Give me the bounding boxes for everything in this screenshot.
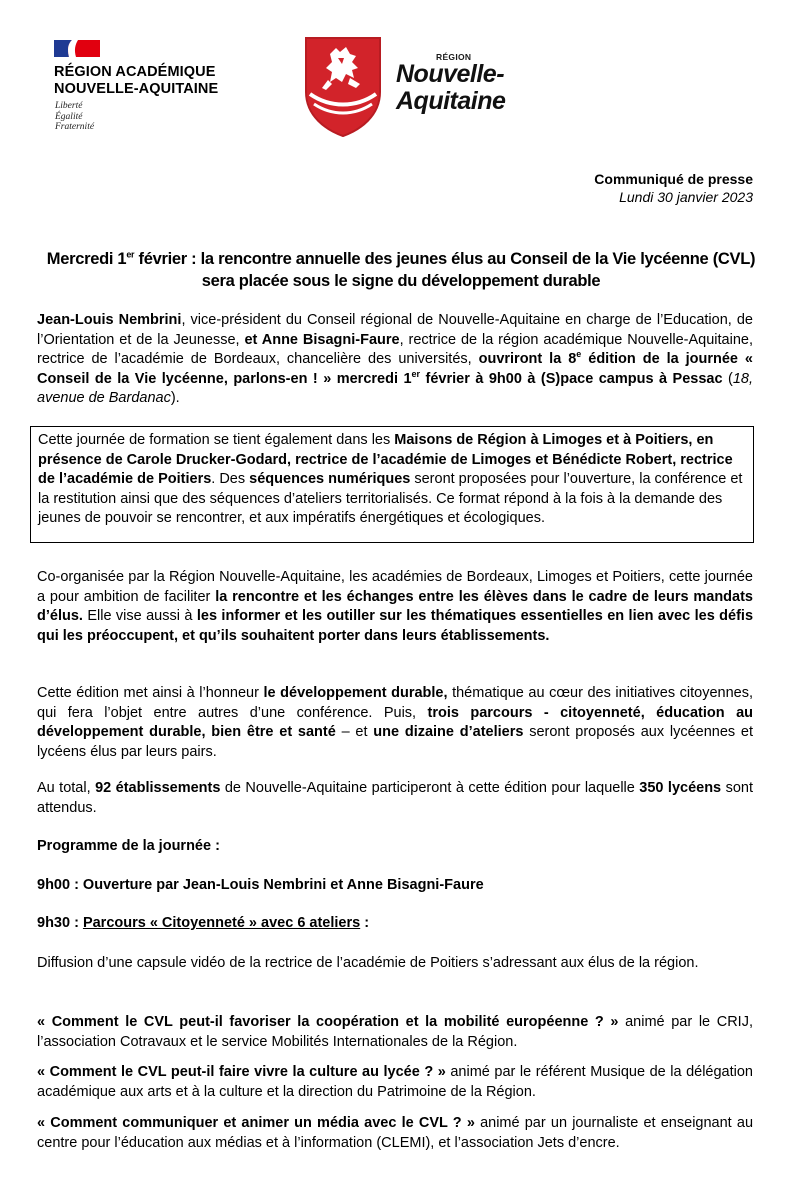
region-academique-line1: RÉGION ACADÉMIQUE bbox=[54, 64, 216, 80]
parcours-citoyennete-heading: Parcours « Citoyenneté » avec 6 ateliers bbox=[82, 915, 361, 931]
atelier-mobilite-desc: animé par le CRIJ, l’association Cotravaux et le service Mobilités Internationales de la Région. bbox=[37, 1014, 753, 1050]
atelier-media-title: « Comment communiquer et animer un média avec le CVL ? » bbox=[37, 1115, 475, 1131]
programme-item2-time: 9h30 : bbox=[37, 915, 83, 931]
region-na-line2: Aquitaine bbox=[396, 87, 506, 115]
republique-francaise-flag-icon bbox=[54, 40, 100, 57]
p1-g: 18, avenue de Bardanac bbox=[37, 370, 753, 406]
diffusion-paragraph: Diffusion d’une capsule vidéo de la rectrice de l’académie de Poitiers s’adressant aux élus de la région. bbox=[37, 955, 699, 971]
box-e: seront proposées pour l’ouverture, la conférence et la restitution ainsi que des séquences d’ateliers territorialisés. Ce format répond à la fois à la demande des jeunes de pouvoir se rencontrer, et aux impératifs énergétiques et écologiques. bbox=[38, 471, 743, 526]
region-na-line1: Nouvelle- bbox=[396, 60, 505, 88]
totals-paragraph bbox=[37, 779, 753, 818]
motto-fraternite: Fraternité bbox=[55, 122, 95, 132]
p4-b: 92 établissements bbox=[95, 780, 221, 796]
p1-e-sup2: er bbox=[411, 368, 421, 379]
box-a: Cette journée de formation se tient également dans les bbox=[38, 432, 395, 448]
p4-e: sont attendus. bbox=[37, 780, 753, 816]
title-part1: Mercredi 1 bbox=[46, 250, 127, 268]
p1-d: , rectrice de la région académique Nouvelle-Aquitaine, rectrice de l’académie de Bordeaux, chancelière des universités, bbox=[37, 331, 753, 367]
p2-b: la rencontre et les échanges entre les élèves dans le cadre de leurs mandats d’élus. bbox=[37, 588, 754, 624]
atelier-media-desc: animé par un journaliste et enseignant au centre pour l’éducation aux médias et à l’information (CLEMI), et l’association Jets d’encre. bbox=[37, 1115, 754, 1151]
p2-d: les informer et les outiller sur les thématiques essentielles en lien avec les défis qui les préoccupent, et qu’ils souhaitent porter dans leurs établissements. bbox=[37, 608, 754, 644]
p1-h: ). bbox=[170, 390, 180, 406]
p3-f: une dizaine d’ateliers bbox=[373, 724, 524, 740]
atelier-media bbox=[37, 1114, 753, 1153]
p4-d: 350 lycéens bbox=[639, 780, 722, 796]
programme-item-0930 bbox=[37, 914, 753, 934]
programme-heading-text: Programme de la journée : bbox=[37, 838, 220, 854]
p1-f: ( bbox=[722, 370, 733, 387]
p3-a: Cette édition met ainsi à l’honneur bbox=[37, 685, 264, 701]
p1-a: Jean-Louis Nembrini bbox=[37, 312, 182, 328]
p3-g: seront proposés aux lycéennes et lycéens élus par leurs pairs. bbox=[37, 724, 754, 760]
atelier-mobilite bbox=[37, 1013, 753, 1052]
intro-paragraph bbox=[37, 311, 753, 409]
box-d: séquences numériques bbox=[249, 471, 411, 487]
motto-egalite: Égalité bbox=[55, 111, 83, 122]
p3-c: thématique au cœur des initiatives citoyennes, qui fera l’objet entre autres d’une conférence. Puis, bbox=[37, 685, 753, 721]
info-box bbox=[30, 426, 754, 543]
p1-e1: ouvriront la 8 bbox=[478, 351, 577, 367]
republic-motto bbox=[55, 101, 94, 133]
programme-heading bbox=[37, 837, 753, 857]
press-header bbox=[594, 170, 753, 206]
box-b: Maisons de Région à Limoges et à Poitiers, en présence de Carole Drucker-Godard, rectrice de l’académie de Limoges et Bénédicte Robert, rectrice de l’académie de Poitiers bbox=[38, 432, 733, 487]
atelier-mobilite-title: « Comment le CVL peut-il favoriser la coopération et la mobilité européenne ? » bbox=[37, 1014, 619, 1030]
p1-e2: édition de la journée « Conseil de la Vie lycéenne, parlons-en ! » mercredi 1 bbox=[37, 351, 753, 387]
region-na-name bbox=[396, 61, 505, 115]
p1-c: et Anne Bisagni-Faure bbox=[244, 331, 400, 348]
motto-liberte: Liberté bbox=[55, 101, 83, 111]
programme-item2-end: : bbox=[360, 915, 370, 931]
atelier-culture-title: « Comment le CVL peut-il faire vivre la culture au lycée ? » bbox=[37, 1064, 446, 1080]
region-lion-shield-icon bbox=[300, 34, 386, 138]
p2-a: Co-organisée par la Région Nouvelle-Aquitaine, les académies de Bordeaux, Limoges et Poitiers, cette journée a pour ambition de faciliter bbox=[37, 569, 753, 605]
p3-e: – et bbox=[335, 724, 374, 740]
p3-b: le développement durable, bbox=[263, 685, 448, 701]
page-title bbox=[40, 248, 762, 292]
p1-b: , vice-président du Conseil régional de Nouvelle-Aquitaine en charge de l’Education, de l’Orientation et de la Jeunesse, bbox=[37, 312, 753, 348]
doc-date: Lundi 30 janvier 2023 bbox=[619, 189, 753, 205]
programme-item1-text: 9h00 : Ouverture par Jean-Louis Nembrini et Anne Bisagni-Faure bbox=[37, 877, 484, 893]
p1-e-sup: e bbox=[576, 349, 582, 360]
p2-c: Elle vise aussi à bbox=[82, 608, 197, 624]
atelier-culture bbox=[37, 1063, 753, 1102]
p1-e3: février à 9h00 à (S)pace campus à Pessac bbox=[420, 370, 723, 387]
region-academique-logo-text bbox=[54, 64, 218, 98]
p3-d: trois parcours - citoyenneté, éducation au développement durable, bien être et santé bbox=[37, 704, 753, 740]
p4-c: de Nouvelle-Aquitaine participeront à cette édition pour laquelle bbox=[220, 780, 640, 796]
edition-paragraph bbox=[37, 684, 753, 762]
title-part2: février : la rencontre annuelle des jeunes élus au Conseil de la Vie lycéenne (CVL) sera placée sous le signe du développement durable bbox=[134, 250, 756, 290]
doc-type: Communiqué de presse bbox=[594, 171, 753, 187]
p4-a: Au total, bbox=[37, 780, 96, 796]
region-na-small-label: RÉGION bbox=[436, 52, 472, 62]
box-c: . Des bbox=[211, 471, 250, 487]
region-academique-line2: NOUVELLE-AQUITAINE bbox=[54, 81, 219, 97]
atelier-culture-desc: animé par le référent Musique de la délégation académique aux arts et à la culture et la direction du Patrimoine de la Région. bbox=[37, 1064, 753, 1100]
coorganisation-paragraph bbox=[37, 568, 753, 646]
title-sup: er bbox=[126, 249, 135, 260]
programme-item-0900 bbox=[37, 876, 753, 896]
